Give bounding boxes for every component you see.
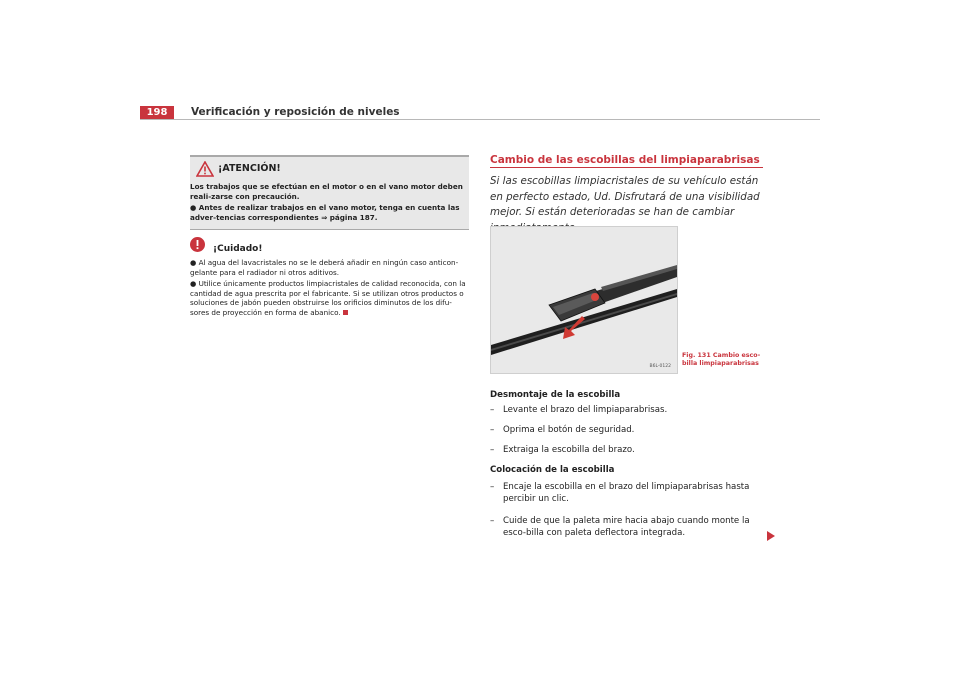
- wiper-blade-illustration: [491, 227, 677, 373]
- warning-box: [190, 155, 469, 230]
- removal-step: [490, 424, 770, 436]
- caution-title: ¡Cuidado!: [213, 244, 263, 254]
- wiper-blade-figure: [490, 226, 678, 374]
- removal-step: [490, 444, 770, 456]
- caution-item-text: Al agua del lavacristales no se le deberá añadir en ningún caso anticon-gelante para el radiador ni otros aditivos.: [190, 258, 459, 277]
- next-page-arrow-icon[interactable]: [767, 531, 775, 541]
- step-text: Encaje la escobilla en el brazo del limpiaparabrisas hasta percibir un clic.: [503, 482, 750, 504]
- install-heading: Colocación de la escobilla: [490, 465, 615, 475]
- step-dash: –: [490, 482, 495, 492]
- header-rule: [140, 119, 820, 120]
- caution-item: ● Al agua del lavacristales no se le deberá añadir en ningún caso anticon-gelante para el radiador ni otros aditivos.: [190, 258, 459, 277]
- warning-paragraph: ● Antes de realizar trabajos en el vano motor, tenga en cuenta las adver-tencias correspondientes ⇒ página 187.: [190, 203, 460, 222]
- warning-body: [190, 182, 469, 224]
- step-text: Extraiga la escobilla del brazo.: [503, 445, 635, 455]
- page-header-title: Verificación y reposición de niveles: [191, 106, 400, 118]
- warning-title: ¡ATENCIÓN!: [218, 163, 281, 174]
- step-dash: –: [490, 516, 495, 526]
- removal-step: [490, 404, 770, 416]
- figure-caption: Fig. 131 Cambio esco-billa limpiaparabrisas: [682, 352, 761, 367]
- install-step: [490, 481, 770, 505]
- section-title: Cambio de las escobillas del limpiaparabrisas: [490, 154, 760, 166]
- step-dash: –: [490, 405, 495, 415]
- step-text: Levante el brazo del limpiaparabrisas.: [503, 405, 668, 415]
- caution-item-text: Utilice únicamente productos limpiacristales de calidad reconocida, con la cantidad de agua prescrita por el fabricante. Si se utilizan otros productos o soluciones de jabón pueden obstruirse los orificios diminutos de los difu-sores de proyección en forma de abanico.: [190, 279, 466, 317]
- step-text: Oprima el botón de seguridad.: [503, 425, 635, 435]
- warning-triangle-icon: [196, 161, 214, 177]
- step-dash: –: [490, 445, 495, 455]
- step-text: Cuide de que la paleta mire hacia abajo cuando monte la esco-billa con paleta deflectora integrada.: [503, 516, 750, 538]
- caution-item: ● Utilice únicamente productos limpiacristales de calidad reconocida, con la cantidad de agua prescrita por el fabricante. Si se utilizan otros productos o soluciones de jabón pueden obstruirse los orificios diminutos de los difu-sores de proyección en forma de abanico.: [190, 279, 466, 317]
- page-number: 198: [140, 106, 174, 119]
- section-intro: Si las escobillas limpiacristales de su vehículo están en perfecto estado, Ud. Disfrutará de una visibilidad mejor. Si están deterioradas se han de cambiar: [490, 175, 760, 218]
- warning-paragraph: Los trabajos que se efectúan en el motor o en el vano motor deben reali-zarse con precaución.: [190, 182, 463, 201]
- warning-box-bottom-rule: [190, 229, 469, 230]
- removal-heading: Desmontaje de la escobilla: [490, 390, 621, 400]
- end-of-section-mark: [343, 310, 348, 315]
- step-dash: –: [490, 425, 495, 435]
- figure-code: B6L-0122: [649, 364, 671, 369]
- section-title-rule: [490, 167, 763, 168]
- warning-paragraph-text: Antes de realizar trabajos en el vano motor, tenga en cuenta las adver-tencias correspondientes ⇒ página 187.: [190, 203, 460, 222]
- warning-box-top-rule: [190, 155, 469, 157]
- caution-body: [190, 258, 470, 320]
- install-step: [490, 515, 770, 539]
- caution-exclamation-icon: [190, 237, 205, 252]
